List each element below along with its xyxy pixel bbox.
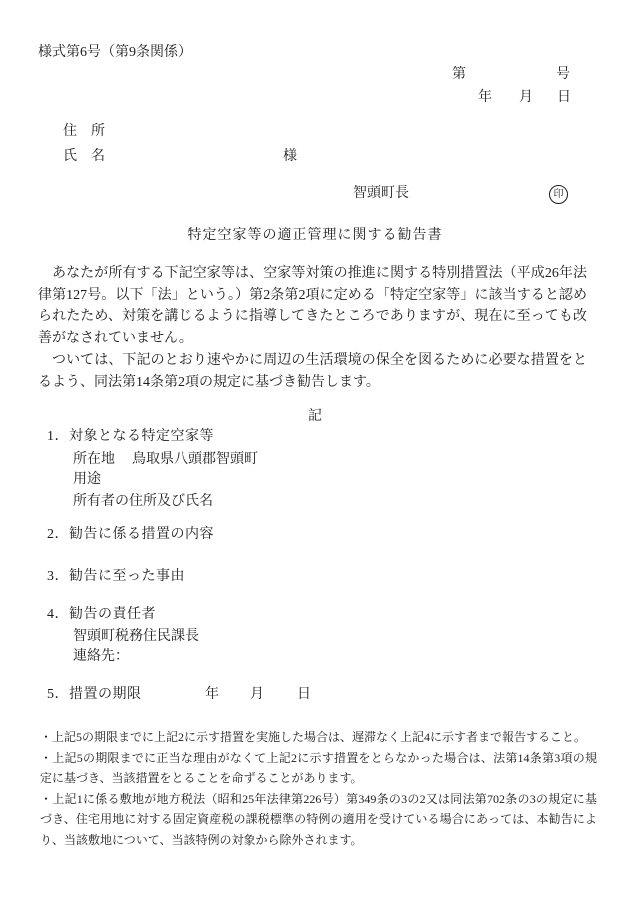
ki-marker: 記: [308, 409, 322, 424]
footnote-item: ・上記5の期限までに正当な理由がなくて上記2に示す措置をとらなかった場合は、法第14条第3項の規定に基づき、当該措置をとることを命ずることがあります。: [40, 750, 597, 786]
section-5-label: 5．措置の期限: [47, 687, 142, 702]
item-label: 所在地: [73, 452, 115, 467]
item-label: 用途: [73, 472, 101, 487]
body-text: [38, 263, 587, 393]
deadline-day-label: 日: [297, 687, 311, 702]
section-1-item-owner: [73, 491, 213, 513]
footnotes: [40, 727, 597, 851]
section-4-item-responsible: 智頭町税務住民課長: [73, 629, 199, 644]
issuer-title: 智頭町長: [353, 186, 409, 201]
section-1-item-location: [73, 449, 258, 471]
section-2-label: 2．勧告に係る措置の内容: [47, 527, 214, 542]
section-4-item-contact: 連絡先：: [73, 649, 129, 664]
body-paragraph: あなたが所有する下記空家等は、空家等対策の推進に関する特別措置法（平成26年法律第127号。以下「法」という。）第2条第2項に定める「特定空家等」に該当すると認められたため、対策を講じるように指導してきたところでありますが、現在に至っても改善がなされていません。: [38, 266, 587, 347]
deadline-month-label: 月: [250, 687, 264, 702]
recipient-honorific: 様: [283, 149, 297, 164]
document-number-prefix: 第: [452, 67, 466, 82]
seal-icon: [549, 185, 568, 204]
date-year-label: 年: [478, 90, 492, 105]
recipient-address-label: 住 所: [63, 124, 105, 139]
form-number: 様式第6号（第9条関係）: [38, 45, 192, 60]
date-day-label: 日: [557, 90, 571, 105]
section-3-label: 3．勧告に至った事由: [47, 569, 185, 584]
item-label: 所有者の住所及び氏名: [73, 494, 213, 509]
section-4-label: 4．勧告の責任者: [47, 607, 156, 622]
date-month-label: 月: [519, 90, 533, 105]
footnote-item: ・上記1に係る敷地が地方税法（昭和25年法律第226号）第349条の3の2又は同法第702条の3の規定に基づき、住宅用地に対する固定資産税の課税標準の特例の適用を受けている場合にあっては、本勧告により、当該敷地について、当該特例の対象から除外されます。: [40, 791, 597, 847]
seal-character: 印: [553, 188, 564, 200]
recipient-name-label: 氏 名: [63, 149, 105, 164]
section-1-label: 1．対象となる特定空家等: [47, 429, 214, 444]
section-1-item-usage: [73, 469, 101, 491]
page-title: 特定空家等の適正管理に関する勧告書: [187, 228, 443, 243]
body-paragraph: ついては、下記のとおり速やかに周辺の生活環境の保全を図るために必要な措置をとるよう、同法第14条第2項の規定に基づき勧告します。: [38, 352, 587, 390]
document-number-suffix: 号: [556, 67, 570, 82]
item-value: 鳥取県八頭郡智頭町: [132, 452, 258, 467]
footnote-item: ・上記5の期限までに上記2に示す措置を実施した場合は、遅滞なく上記4に示す者まで報告すること。: [40, 730, 587, 744]
deadline-year-label: 年: [205, 687, 219, 702]
